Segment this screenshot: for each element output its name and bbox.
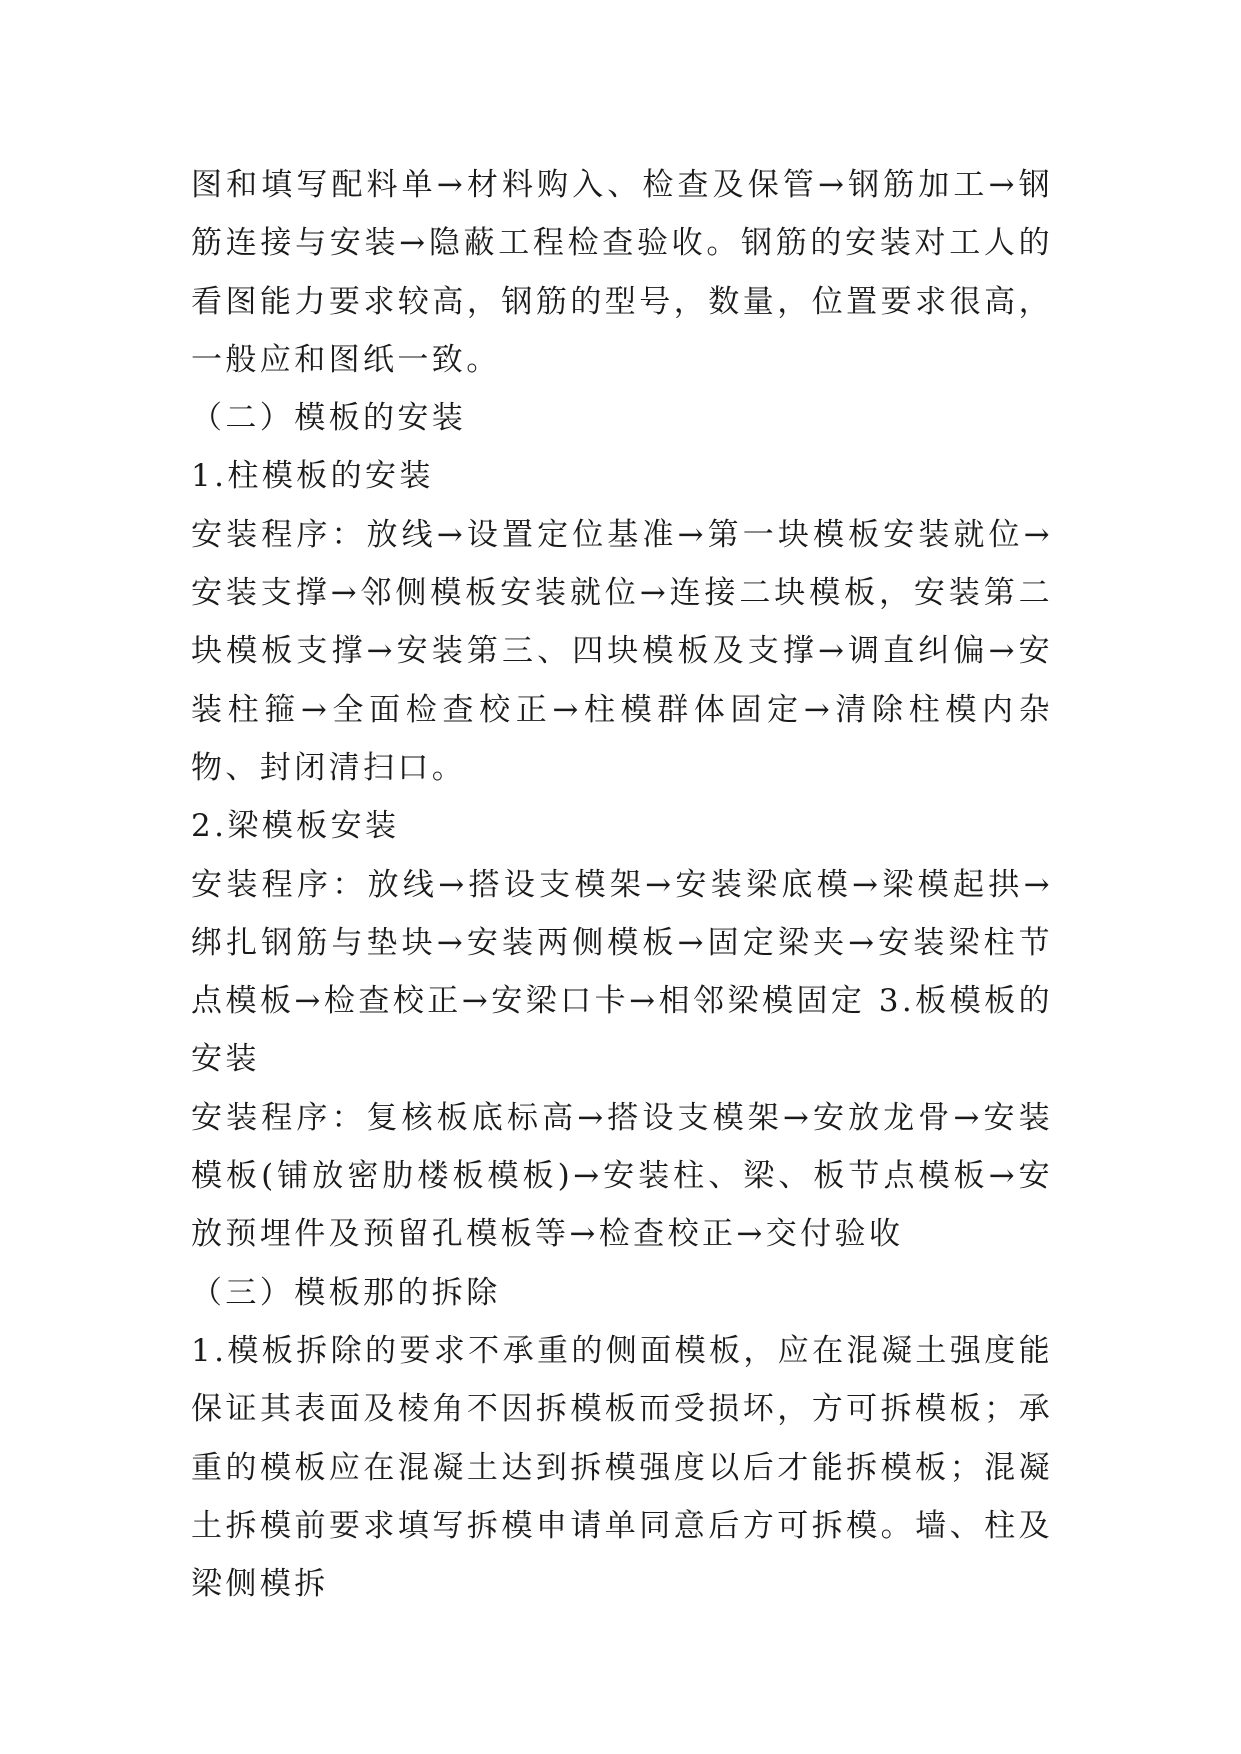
heading-column-formwork: 1.柱模板的安装 <box>191 458 434 495</box>
paragraph-slab-procedure: 安装程序：复核板底标高→搭设支模架→安放龙骨→安装模板(铺放密肋楼板模板)→安装柱、梁、板节点模板→安放预埋件及预留孔模板等→检查校正→交付验收 <box>191 1099 1053 1253</box>
paragraph-rebar-process: 图和填写配料单→材料购入、检查及保管→钢筋加工→钢筋连接与安装→隐蔽工程检查验收。钢筋的安装对工人的看图能力要求较高，钢筋的型号，数量，位置要求很高，一般应和图纸一致。 <box>191 167 1053 378</box>
document-page <box>191 156 1053 1613</box>
heading-beam-formwork: 2.梁模板安装 <box>191 808 400 845</box>
paragraph-removal-requirements: 1.模板拆除的要求不承重的侧面模板，应在混凝土强度能保证其表面及棱角不因拆模板而受损坏，方可拆模板；承重的模板应在混凝土达到拆模强度以后才能拆模板；混凝土拆模前要求填写拆模申请单同意后方可拆模。墙、柱及梁侧模拆 <box>191 1332 1053 1603</box>
paragraph-column-procedure: 安装程序：放线→设置定位基准→第一块模板安装就位→安装支撑→邻侧模板安装就位→连接二块模板，安装第二块模板支撑→安装第三、四块模板及支撑→调直纠偏→安装柱箍→全面检查校正→柱模群体固定→清除柱模内杂物、封闭清扫口。 <box>191 516 1053 786</box>
heading-formwork-removal: （三）模板那的拆除 <box>191 1274 501 1311</box>
paragraph-beam-procedure: 安装程序：放线→搭设支模架→安装梁底模→梁模起拱→绑扎钢筋与垫块→安装两侧模板→固定梁夹→安装梁柱节点模板→检查校正→安梁口卡→相邻梁模固定 3.板模板的安装 <box>191 866 1053 1078</box>
heading-formwork-installation: （二）模板的安装 <box>191 400 467 437</box>
